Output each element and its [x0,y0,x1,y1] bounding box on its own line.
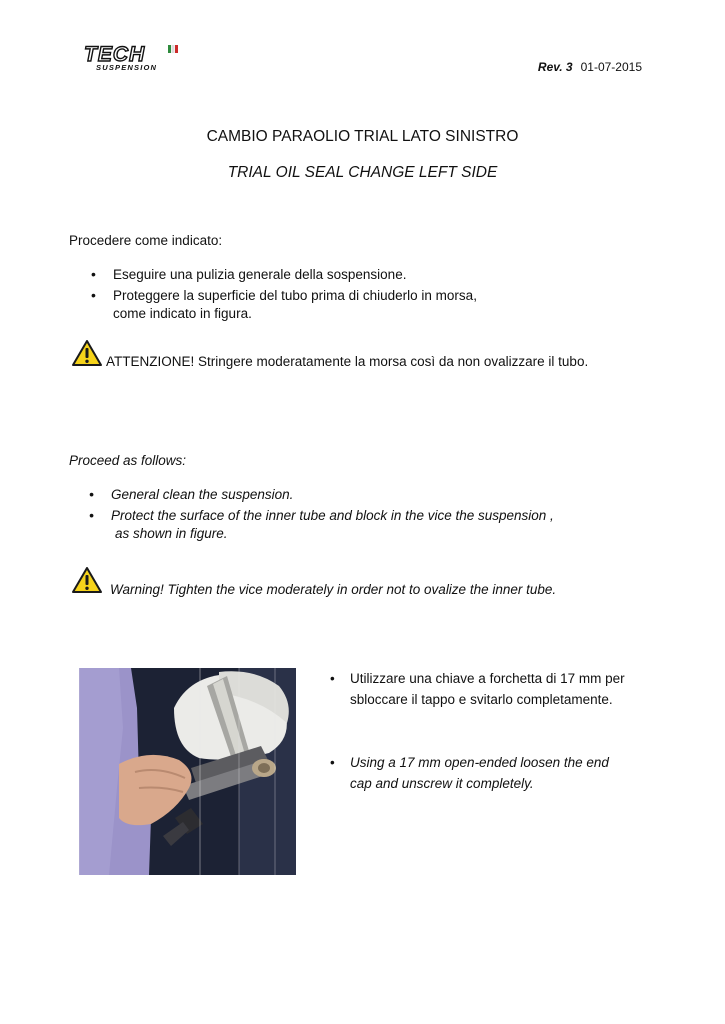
english-intro: Proceed as follows: [69,453,187,468]
warning-triangle-icon [71,566,103,594]
italian-intro: Procedere come indicato: [69,233,223,248]
logo-text: TECH [84,43,146,66]
list-item: • General clean the suspension. [89,484,554,505]
revision-date: 01-07-2015 [580,60,642,74]
revision-info [538,60,642,74]
procedure-photo [79,668,296,875]
list-item: • Using a 17 mm open-ended loosen the end cap and unscrew it completely. [330,752,630,794]
revision-label: Rev. 3 [537,60,573,74]
page-title-italian: CAMBIO PARAOLIO TRIAL LATO SINISTRO [206,128,519,145]
tech-suspension-logo [82,42,184,72]
list-item: • Protect the surface of the inner tube and block in the vice the suspension , [89,505,554,526]
warning-triangle-icon [71,339,103,367]
italian-warning: ATTENZIONE! Stringere moderatamente la morsa così da non ovalizzare il tubo. [106,354,589,369]
logo-subtext: SUSPENSION [96,63,158,72]
step-italian-line-2: sbloccare il tappo e svitarlo completamente. [350,692,613,707]
list-item: • Utilizzare una chiave a forchetta di 17 mm per sbloccare il tappo e svitarlo completamente. [330,668,630,710]
step-italian-line-1: Utilizzare una chiave a forchetta di 17 mm per [350,671,625,686]
list-item: • Eseguire una pulizia generale della sospensione. [91,264,477,285]
english-bullet-list [89,484,554,526]
list-item-continuation: come indicato in figura. [113,306,252,321]
list-item: • Proteggere la superficie del tubo prima di chiuderlo in morsa, [91,285,477,306]
page-title-english: TRIAL OIL SEAL CHANGE LEFT SIDE [227,164,498,181]
list-item-continuation: as shown in figure. [115,526,228,541]
english-warning: Warning! Tighten the vice moderately in order not to ovalize the inner tube. [110,582,557,597]
step-instructions [330,668,630,794]
step-english-line-1: Using a 17 mm open-ended loosen the end [350,755,609,770]
italian-bullet-list [91,264,477,306]
step-english-line-2: cap and unscrew it completely. [350,776,534,791]
